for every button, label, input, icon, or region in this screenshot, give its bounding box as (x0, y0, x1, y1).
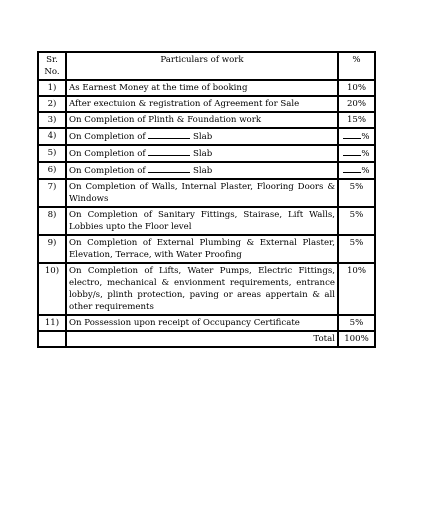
row-work: On Completion of Sanitary Fittings, Stairase, Lift Walls, Lobbies upto the Floor level (66, 207, 338, 235)
row-work: On Completion of Walls, Internal Plaster, Flooring Doors & Windows (66, 179, 338, 207)
row-sr: 11) (38, 315, 66, 331)
blank-line (148, 164, 190, 173)
work-prefix: On Completion of (69, 132, 146, 142)
table-header-row (38, 52, 375, 80)
row-percent: 20% (338, 96, 375, 112)
work-prefix: On Completion of (69, 166, 146, 176)
work-prefix: On Completion of (69, 149, 146, 159)
row-work: As Earnest Money at the time of booking (66, 80, 338, 96)
row-percent: 5% (338, 179, 375, 207)
row-sr: 9) (38, 235, 66, 263)
total-row (38, 331, 375, 347)
row-sr: 8) (38, 207, 66, 235)
row-sr: 1) (38, 80, 66, 96)
work-suffix: Slab (193, 166, 213, 176)
total-value: 100% (338, 331, 375, 347)
blank-line (343, 164, 361, 173)
table-row (38, 96, 375, 112)
table-row (38, 207, 375, 235)
table-row (38, 263, 375, 315)
table-row (38, 315, 375, 331)
blank-line (343, 147, 361, 156)
row-percent: % (338, 145, 375, 162)
header-particulars: Particulars of work (66, 52, 338, 80)
table-row (38, 162, 375, 179)
row-work (66, 162, 338, 179)
row-percent: 5% (338, 315, 375, 331)
total-sr-empty (38, 331, 66, 347)
table-row (38, 112, 375, 128)
row-percent: % (338, 162, 375, 179)
total-label: Total (66, 331, 338, 347)
header-sr-no: Sr. No. (38, 52, 66, 80)
row-percent: 10% (338, 80, 375, 96)
row-percent: 5% (338, 235, 375, 263)
header-percent: % (338, 52, 375, 80)
table-row (38, 128, 375, 145)
row-sr: 5) (38, 145, 66, 162)
row-work: On Possession upon receipt of Occupancy Certificate (66, 315, 338, 331)
row-sr: 6) (38, 162, 66, 179)
blank-line (343, 130, 361, 139)
row-percent: 15% (338, 112, 375, 128)
row-percent: % (338, 128, 375, 145)
payment-schedule-table (37, 51, 376, 348)
row-sr: 10) (38, 263, 66, 315)
row-work: On Completion of External Plumbing & External Plaster, Elevation, Terrace, with Water Proofing (66, 235, 338, 263)
blank-line (148, 147, 190, 156)
table-row (38, 179, 375, 207)
row-percent: 10% (338, 263, 375, 315)
row-work: After exectuion & registration of Agreement for Sale (66, 96, 338, 112)
row-work: On Completion of Lifts, Water Pumps, Electric Fittings, electro, mechanical & envionment requirements, entrance lobby/s, plinth protection, paving or areas appertain & all other requirements (66, 263, 338, 315)
work-suffix: Slab (193, 149, 213, 159)
row-sr: 4) (38, 128, 66, 145)
row-sr: 3) (38, 112, 66, 128)
table-row (38, 235, 375, 263)
row-sr: 2) (38, 96, 66, 112)
blank-line (148, 130, 190, 139)
row-work: On Completion of Plinth & Foundation work (66, 112, 338, 128)
table-row (38, 80, 375, 96)
row-work (66, 145, 338, 162)
work-suffix: Slab (193, 132, 213, 142)
table-row (38, 145, 375, 162)
row-work (66, 128, 338, 145)
row-sr: 7) (38, 179, 66, 207)
row-percent: 5% (338, 207, 375, 235)
